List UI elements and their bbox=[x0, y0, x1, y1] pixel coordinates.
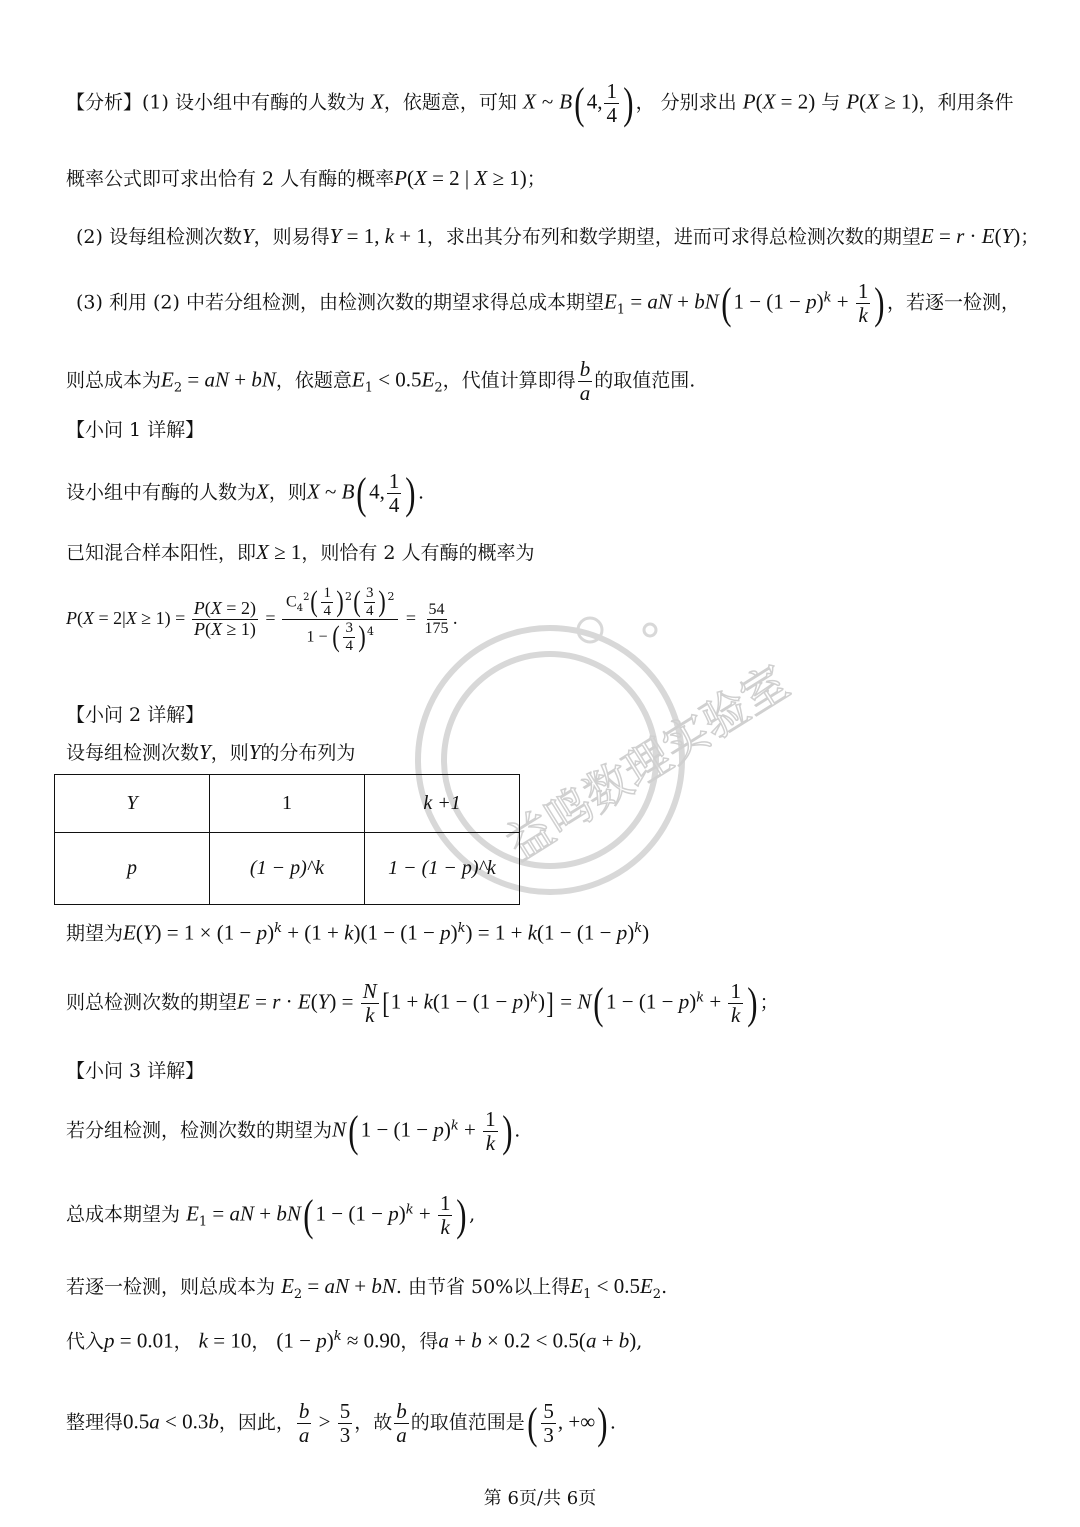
analysis-text: ，若逐一检测， bbox=[887, 291, 1021, 314]
table-row bbox=[55, 833, 520, 905]
analysis-text: ，依题意 bbox=[275, 369, 352, 392]
table-cell: p bbox=[55, 833, 210, 905]
page-footer: 第 6页/共 6页 bbox=[483, 1488, 597, 1509]
q3-text: 代入 bbox=[66, 1330, 105, 1353]
analysis-text: 与 bbox=[821, 91, 841, 114]
analysis-text: ，求出其分布列和数学期望，进而可求得总检测次数的期望 bbox=[426, 226, 921, 248]
analysis-text: (1) 设小组中有酶的人数为 bbox=[142, 91, 365, 114]
distribution-table bbox=[54, 774, 520, 905]
q1-header: 【小问 1 详解】 bbox=[66, 419, 205, 441]
q3-text: 的取值范围是 bbox=[410, 1411, 525, 1434]
q3-text: ，因此， bbox=[218, 1411, 295, 1434]
q2-intro: 设每组检测次数Y，则Y的分布列为 bbox=[66, 740, 356, 764]
q1-result-denominator: 175 bbox=[424, 620, 449, 637]
q3-text: 由节省 50%以上得 bbox=[407, 1276, 571, 1298]
q2-expectation: 期望为$E(Y) = 1 \times (1 - p)^k + (1 + k)(1 - (1 - p)^k) = 1 + k(1 - (1 - p)^k)$ bbox=[66, 920, 650, 945]
svg-text:益鸣数理实验室: 益鸣数理实验室 bbox=[496, 654, 799, 872]
q3-line-2: 总成本期望为 $E_1$ = aN + bN( $1 - (1 - p)^k$ + $\frac{1}{k}$ ) , bbox=[66, 1190, 476, 1240]
table-row bbox=[55, 775, 520, 833]
q3-line-3: 若逐一检测，则总成本为 $E_2$ = aN + bN. 由节省 50%以上得$E_1 < 0.5E_2$. bbox=[66, 1274, 668, 1302]
q1-text: 已知混合样本阳性，即 bbox=[66, 542, 257, 564]
analysis-text: ，则易得 bbox=[253, 226, 330, 248]
q3-text: 若分组检测，检测次数的期望为 bbox=[66, 1119, 333, 1142]
analysis-text: 则总成本为 bbox=[66, 369, 162, 392]
q1-line-2: 已知混合样本阳性，即X ≥ 1，则恰有 2 人有酶的概率为 bbox=[66, 540, 535, 564]
q2-text: 的分布列为 bbox=[260, 742, 356, 764]
q3-text: ，得 bbox=[400, 1330, 439, 1353]
q2-text: 设每组检测次数 bbox=[66, 742, 200, 764]
q3-text: ，故 bbox=[354, 1411, 393, 1434]
analysis-text: 的取值范围. bbox=[594, 369, 696, 392]
analysis-text: (3) 利用 (2) 中若分组检测，由检测次数的期望求得总成本期望 bbox=[76, 291, 604, 314]
analysis-tag: 【分析】 bbox=[66, 91, 143, 114]
q2-header: 【小问 2 详解】 bbox=[66, 704, 205, 726]
analysis-text: (2) 设每组检测次数 bbox=[76, 226, 242, 248]
q3-line-1: 若分组检测，检测次数的期望为N( $1 - (1 - p)^k$ + $\frac{1}{k}$ ) . bbox=[66, 1106, 521, 1156]
table-cell: k +1 bbox=[365, 775, 520, 833]
q2-text: 期望为 bbox=[66, 922, 124, 945]
analysis-text: 概率公式即可求出恰有 2 人有酶的概率 bbox=[66, 168, 395, 190]
analysis-line-2: 概率公式即可求出恰有 2 人有酶的概率P(X = 2 | X ≥ 1)； bbox=[66, 166, 546, 190]
q3-line-5: 整理得0.5a < 0.3b，因此， $\frac{b}{a}$ > $\frac{5}{3}$ ，故 $\frac{b}{a}$ 的取值范围是( $\frac{5}{3}$ , +∞) . bbox=[66, 1398, 616, 1448]
analysis-text: ，代值计算即得 bbox=[442, 369, 576, 392]
analysis-text: 依题意，可知 bbox=[402, 91, 517, 114]
q1-text: ，则恰有 2 人有酶的概率为 bbox=[301, 542, 535, 564]
analysis-text: ，利用条件 bbox=[918, 91, 1014, 114]
q3-text: 整理得 bbox=[66, 1411, 124, 1434]
analysis-line-4: (3) 利用 (2) 中若分组检测，由检测次数的期望求得总成本期望$E_1$ = aN + bN( $1 - (1 - p)^k$ + $\frac{1}{k}$ ) ，若逐一检测， bbox=[76, 278, 1021, 328]
q3-header: 【小问 3 详解】 bbox=[66, 1060, 205, 1082]
q3-line-4: 代入p = 0.01， k = 10， $(1 - p)^k \approx 0.90$，得a + b × 0.2 < 0.5(a + b), bbox=[66, 1328, 643, 1353]
analysis-line-5: 则总成本为$E_2$ = aN + bN，依题意$E_1 < 0.5E_2$，代值计算即得 $\frac{b}{a}$ 的取值范围. bbox=[66, 357, 696, 406]
table-cell: 1 bbox=[210, 775, 365, 833]
q3-text: 总成本期望为 bbox=[66, 1203, 181, 1226]
q1-line-1: 设小组中有酶的人数为X，则X ~ B( 4, $\frac{1}{4}$ ) . bbox=[66, 468, 425, 518]
q1-text: 则 bbox=[287, 481, 307, 504]
analysis-line-3: (2) 设每组检测次数Y，则易得Y = 1, k + 1，求出其分布列和数学期望，进而可求得总检测次数的期望E = r · E(Y)； bbox=[76, 224, 1040, 248]
q2-text: ，则 bbox=[210, 742, 249, 764]
q1-text: 设小组中有酶的人数为 bbox=[66, 481, 257, 504]
table-cell: Y bbox=[55, 775, 210, 833]
q3-text: 若逐一检测，则总成本为 bbox=[66, 1276, 276, 1298]
q1-result-numerator: 54 bbox=[428, 601, 445, 619]
q1-probability-formula: P(X = 2|X ≥ 1) = $\frac{P(X = 2)}{P(X \ge 1)}$ = $C_4^2$( $\frac{1}{4}$ )$^2$( $\frac{3}{4}$ )$^2$ 1 − ( $\frac{3}{4}$ )$^4$ = $\frac{54}{175}$ . bbox=[66, 585, 458, 654]
analysis-line-1: 【分析】(1) 设小组中有酶的人数为 X，依题意，可知 X ~ B( 4, $\frac{1}{4}$ ) ， 分别求出 P(X = 2) 与 P(X ≥ 1)，利用条件 bbox=[66, 78, 1014, 128]
analysis-text: 分别求出 bbox=[660, 91, 737, 114]
table-cell: (1 − p)^k bbox=[210, 833, 365, 905]
q2-total-expectation: 则总检测次数的期望E = r · E(Y) = $\frac{N}{k}$ $[1 + k(1 - (1 - p)^k)] = N$( $1 - (1 - p)^k$ + $\frac{1}{k}$ ) ； bbox=[66, 978, 779, 1028]
table-cell: 1 − (1 − p)^k bbox=[365, 833, 520, 905]
q2-text: 则总检测次数的期望 bbox=[66, 991, 238, 1014]
